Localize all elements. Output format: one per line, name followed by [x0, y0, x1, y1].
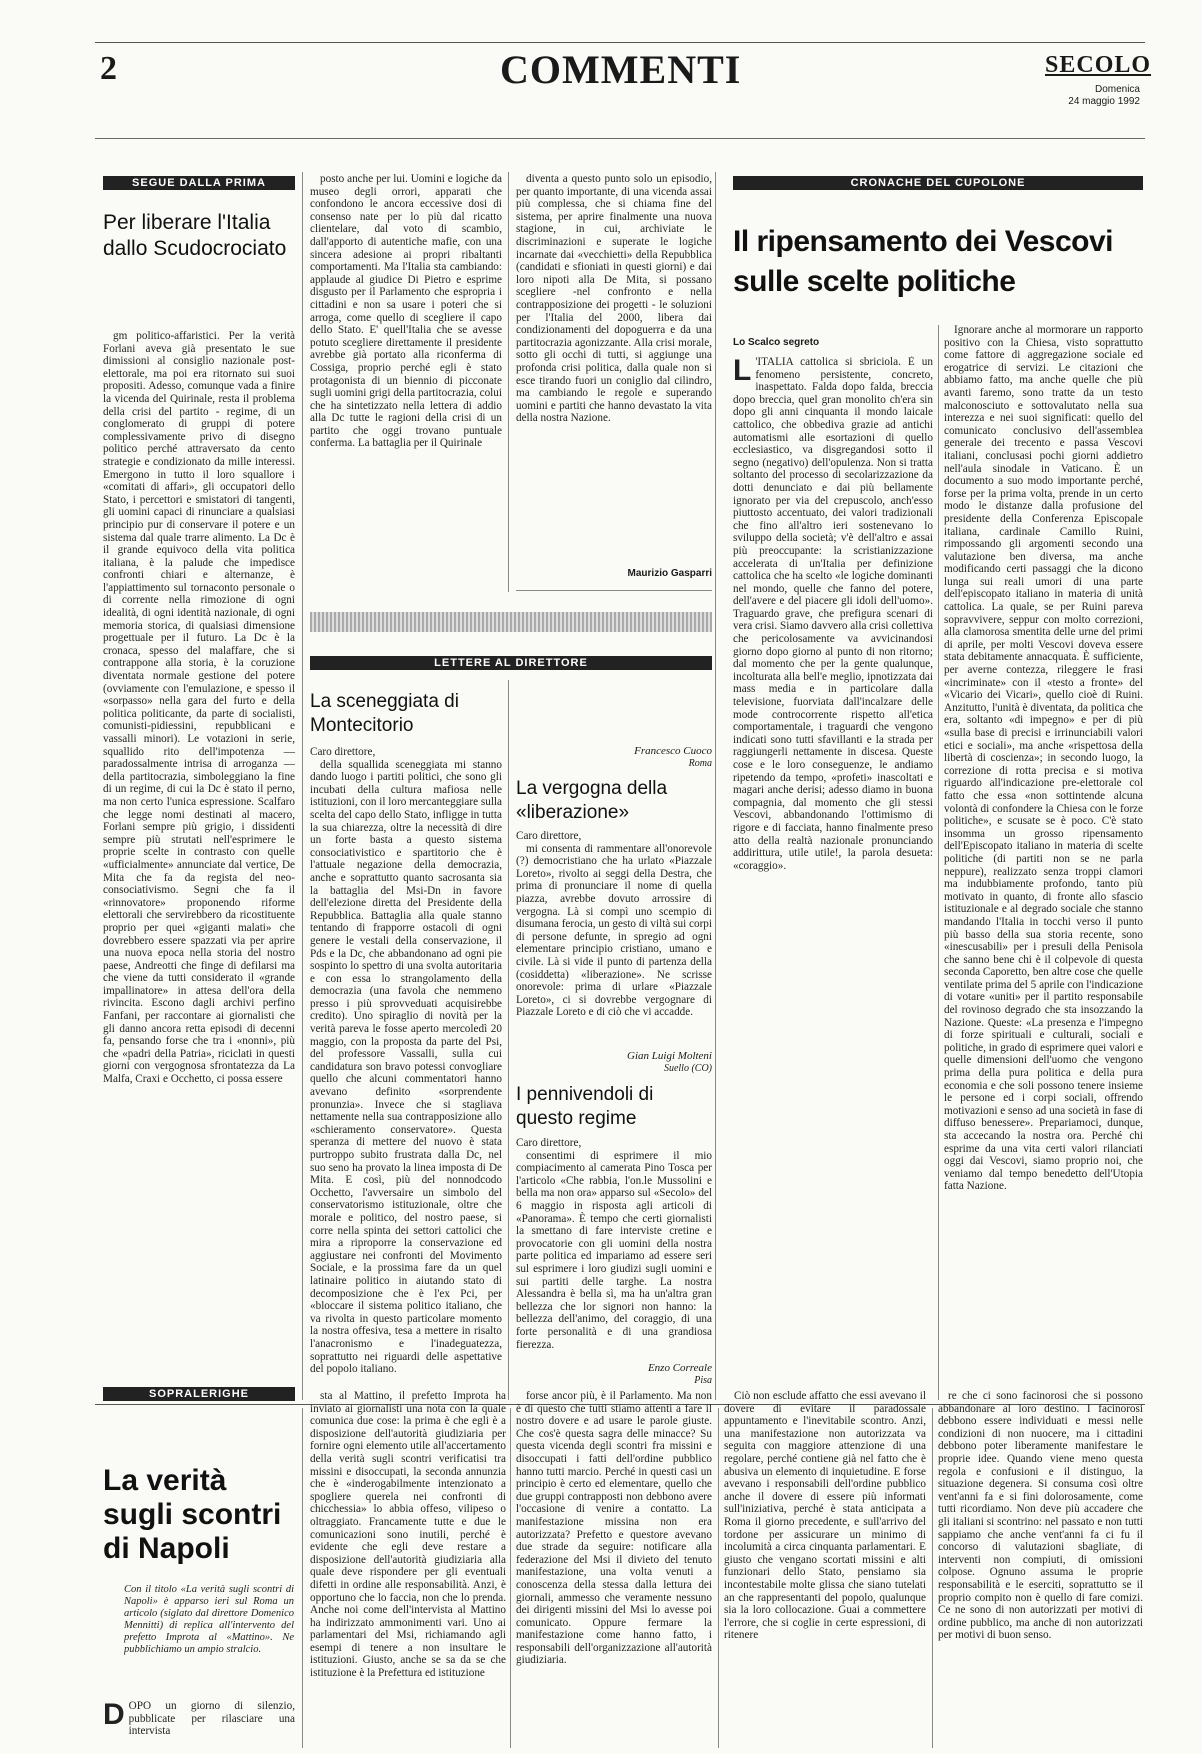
article3-col0: [103, 1700, 295, 1748]
article2-kicker: CRONACHE DEL CUPOLONE: [733, 176, 1143, 190]
article3-standfirst-text: Con il titolo «La verità sugli scontri di Napoli» è apparso ieri sul Roma un articolo (siglato dal direttore Domenico Mennitti) di replica all'intervento del prefetto Improta al «Mattino». Ne pubblichiamo un ampio stralcio.: [124, 1584, 294, 1655]
column-rule: [715, 172, 716, 1400]
masthead-rule: [95, 42, 1145, 43]
article1-title: Per liberare l'Italia dallo Scudocrociato: [103, 211, 287, 260]
article2-col2: [944, 324, 1143, 1399]
letter3-signer: Enzo Correale: [647, 1362, 712, 1374]
header-rule: [95, 138, 1145, 139]
letter3-title: I pennivendoli di questo regime: [516, 1084, 654, 1129]
article2-dropcap: L: [733, 356, 752, 387]
letter2-city: Suello (CO): [663, 1063, 712, 1074]
article3-col3-text: Ciò non esclude affatto che essi avevano il dovere di evitare il paradossale appuntamento e l'inevitabile scontro. Anzi, una manifestazione non autorizzata va seguita con maggiore attenzione di una regolare, perché contiene già nel fatto che è abusiva un elemento di inquietudine. E forse avevano i responsabili dell'ordine pubblico anche il dovere di essere più informati sull'iniziativa, perché è stata anticipata a Roma il giorno precedente, e sull'arrivo del tordone per assicurare un minimo di incolumità a circa cinquanta parlamentari. E giusto che vengano scortati missini e alti funzionari dello Stato, pensiamo sia incontestabile molte glissa che siano tutelati an che rappresentanti del popolo, qualunque sia la loro collocazione. Guai a commettere l'errore, che si coglie in certe espressioni, di ritenere: [724, 1390, 926, 1642]
article3-dropcap: D: [103, 1700, 125, 1731]
letter3-city: Pisa: [694, 1375, 712, 1386]
letter1-body: [310, 746, 502, 1400]
column-rule: [932, 1408, 933, 1748]
article1-col3: [516, 173, 712, 558]
article1-author: Maurizio Gasparri: [627, 568, 712, 579]
article2-col2-text: Ignorare anche al mormorare un rapporto positivo con la Chiesa, visto soprattutto come fattore di aggregazione sociale ed erogatrice di servizi. Le citazioni che abbiamo fatto, ma anche quelle che più avanti faremo, sono tratte da un testo malconosciuto e sottovalutato nella sua interezza e nei suoi significati: quello del comunicato conclusivo dell'assemblea generale dei trecento e passa Vescovi italiani, conclusasi pochi giorni addietro nell'aula sinodale in Vaticano. È un documento a suo modo importante perché, forse per la prima volta, prende in un certo modo le distanze dalla profusione del presidente della Conferenza Episcopale italiana, cardinale Camillo Ruini, rimpossando gli argomenti secondo una valutazione ben diversa, ma anche modificando certi passaggi che la dicono lunga sui reali umori di una parte dell'episcopato italiano in materia di unità cattolica. La quale, se per Ruini pareva sopravvivere, seppur con molto correzioni, alla clamorosa smentita delle urne del primi di aprile, per molti Vescovi doveva essere stata debitamente annacquata. È sufficiente, per averne contezza, rileggere le frasi «incriminate» con il «testo a fronte» del «Vicario dei Vicari», quello cioè di Ruini. Anzitutto, l'unità è diventata, da politica che era, soltanto «di impegno» e per di più «sulla base di precisi e irrinunciabili valori etici e sociali», ma anche «rispettosa della libertà di coscienza»; in secondo luogo, la correzione di rotta precisa e si motiva riguardo all'indicazione pre-elettorale col fatto che essa «non sottintende alcuna volontà di confondere la Chiesa con le forze politiche», e scusate se è poco. C'è stato insomma un grosso ripensamento dell'Episcopato italiano in materia di scelte politiche (di partiti non se ne parla neppure), realizzato senza troppi clamori ma indubbiamente profondo, tanto più motivato in quanto, di fronte allo sfascio istituzionale e al degrado sociale che stanno mandando l'Italia in tocchi verso il punto più basso della sua storia recente, sono «inescusabili» per i presuli della Penisola che sanno bene chi è il colpevole di questa seconda Caporetto, ben altre cose che quelle ventilate prima del 5 aprile con l'indicazione di votare «uniti» per il partito responsabile del rovinoso degrado che sta insozzando la Nazione. Queste: «La presenza e l'impegno di forze spirituali e culturali, sociali e politiche, in grado di esprimere quei valori e quelle dimensioni dell'uomo che vengono prima della pura politica e della pura economia e che soli possono tenere insieme le persone ed i corpi sociali, offrendo motivazioni e senso ad una società in fase di diffuso benessere». Prepariamoci, dunque, sta accecando la nostra ora. Perché chi esprime da una vita certi valori rilanciati oggi dai Vescovi, siamo proprio noi, che veniamo dal tempo benedetto dell'Utopia fatta Nazione.: [944, 324, 1143, 1193]
divider: [516, 590, 712, 591]
article2-col1: [733, 356, 933, 1396]
dateline: [1040, 84, 1140, 108]
article3-kicker: SOPRALERIGHE: [103, 1387, 295, 1401]
column-rule: [302, 1408, 303, 1748]
dateline-date: 24 maggio 1992: [1068, 96, 1140, 107]
letter1-text: della squallida sceneggiata mi stanno dando luogo i partiti politici, che sono gli incubati della cultura mafiosa nelle istituzioni, con il loro mercanteggiare sulla scelta del capo dello Stato, infligge in tutta la sua chiarezza, oltre la necessità di dire un forte basta a questo sistema consociativistico e spartitorio che è l'attuale negazione della democrazia, anche e soprattutto quanto sacrosanta sia la battaglia del Msi-Dn in favore dell'elezione diretta del Presidente della Repubblica. Battaglia alla quale stanno tentando di frapporre ostacoli di ogni genere le vestali della conservazione, il Pds e la Dc, che abbandonano ad ogni pie sospinto lo spettro di una svolta autoritaria e con essa lo strangolamento della democrazia (una favola che nemmeno presso i più sprovveduati acquisirebbe credito). Uno spiraglio di novità per la verità pareva le fosse aperto mercoledì 20 maggio, con la proposta da parte del Psi, del professore Vassalli, sulla cui candidatura son bravo potessi convogliare quello che alcuni commentatori hanno avevano definito «sorprendente pronunzia». Invece che si stagliava nettamente nella sua contrapposizione allo «schieramento conservatore». Questa speranza di mettere del nuovo è stata purtroppo subito frustrata dalla Dc, nel suo seno ha provato la linea imposta di De Mita. E così, più del nonnodcodo Occhetto, l'avversaire un simbolo del conservatorismo istituzionale, oltre che morale e politico, del nostro paese, si corre nella spinta dei settori cattolici che mira a riproporre la conservazione ed aggiustare nei confronti del Movimento Sociale, e la prossima fare da un quel latinaire politico in aiutando stato di decomposizione che è l'ex Pci, per «bloccare il sistema politico italiano, che va rivolta in questo particolare momento la nostra offesiva, tesa a mettere in risalto l'anacronismo e l'inadeguatezza, soprattutto nei riguardi delle aspettative del popolo italiano.: [310, 758, 502, 1376]
article3-title: La verità sugli scontri di Napoli: [103, 1464, 282, 1565]
column-rule: [508, 680, 509, 1400]
article1-col2-text: posto anche per lui. Uomini e logiche da museo degli orrori, apparati che confondono le ancora eccessive dosi di consenso nate per lo più dal ricatto clientelare, dal voto di scambio, dall'apporto di autentiche mafie, con una sincera adesione ai propri ribaltanti comportamenti. Ma l'Italia sta cambiando: applaude al giudice Di Pietro e esprime disgusto per il Parlamento che espropria i cittadini e non sa usare i poteri che si arroga, come quello di scegliere il capo dello Stato. E' quell'Italia che se avesse potuto scegliere direttamente il presidente avrebbe già portato alla riconferma di Cossiga, proprio perché egli è stato protagonista di un biennio di picconate sugli uomini grigi della partitocrazia, colui che ha sintetizzato nella lettera di addio alla Dc tutte le ragioni della crisi di un partito che oggi trovano puntuale conferma. La battaglia per il Quirinale: [310, 173, 502, 450]
column-rule: [510, 1408, 511, 1748]
column-rule: [718, 1408, 719, 1748]
article2-col1-text: 'ITALIA cattolica si sbriciola. È un fenomeno persistente, concreto, inaspettato. Falda dopo falda, breccia dopo breccia, quel gran monolito ch'era sin dopo gli anni cinquanta il mondo laicale cattolico, che obbediva grazie ad antichi automatismi alle esortazioni di quello ecclesiastico, va disgregandosi sotto il segno (negativo) dell'opulenza. Non si tratta soltanto del processo di secolarizzazione da dotti denunciato e dai più bellamente ignorato per via del crepuscolo, anch'esso piuttosto accentuato, dei valori tradizionali che fino all'altro ieri sostenevano lo sviluppo della società; v'è dell'altro e assai più preoccupante: la scristianizzazione accelerata di un'Italia per definizione cattolica che ha scelto «le logiche dominanti nel mondo, quelle che fanno del potere, dell'avere e del piacere gli idoli dell'uomo». Traguardo grave, che prefigura scenari di vera crisi. Siamo davvero alla crisi collettiva che pericolosamente va avvicinandosi giorno dopo giorno al punto di non ritorno; dal momento che per la gente qualunque, incolturata alla bell'e meglio, ipnotizzata dai mass media e in particolare dalla televisione, fuorviata dall'incalzare delle mode controcorrente rispetto all'etica comportamentale, i traguardi che vengono indicati sono tutti sfavillanti e la strada per raggiungerli nettamente in discesa. Queste cose e le loro conseguenze, le andiamo ripetendo da tempo, «profeti» inascoltati e magari anche derisi; adesso diamo in buona compagnia, dal momento che gli stessi Vescovi, abbandonando l'ottimismo di rigore e di facciata, hanno finalmente preso atto della realtà nazionale pronunciando addirittura, utile utile!, la parola desueta: «coraggio».: [733, 356, 933, 872]
article1-col1-text: gm politico-affaristici. Per la verità Forlani aveva già presentato le sue dimissioni al consiglio nazionale post-elettorale, ma poi era ritornato sui suoi propositi. Adesso, comunque vada a finire la vicenda del Quirinale, resta il problema della crisi del partito - regime, di un conglomerato di gruppi di potere complessivamente privo di disegno politico perché attraversato da cento strategie e condizionato da mille interessi. Emergono in tutto il loro squallore i «comitati di affari», gli occupatori dello Stato, i percettori e smistatori di tangenti, gli uomini capaci di rinunciare a qualsiasi principio pur di conservare il potere e un sistema dal quale trarre alimento. La Dc è il grande equivoco della vita politica italiana, è la palude che impedisce confronti chiari e alternanze, è l'appiattimento sul tornaconto personale o di corrente nella rimozione di ogni idealità, di ogni identità nazionale, di ogni memoria storica, di qualsiasi dimensione progettuale per il futuro. La Dc è la cronaca, spesso del malaffare, che si contrappone alla storia, è la coruzione diventata normale gestione del potere (ovviamente con l'emulazione, e spesso il «sorpasso» nella gara del furto e della politica politicante, da parte di socialisti, comunisti-pidiessini, repubblicani e vassalli minori). Le votazioni in serie, squallido rito dell'impotenza — paradossalmente intrisa di arroganza — della partitocrazia, simboleggiano la fine di un regime, di cui la Dc è stato il perno, ma non certo l'unica espressione. Scalfaro che legge nomi destinati al macero, Forlani sempre più grigio, i dissidenti sempre più strutati nell'esprimere le proprie scelte in contrasto con quelle «ufficialmente» annunciate dal vertice, De Mita che fa da regista del neo-consociativismo. Segni che fa il «rinnovatore» proponendo riforme elettorali che servirebbero da ricostituente proprio per quei «giganti malati» che dovrebbero essere spazzati via per aprire una nuova epoca nella storia del nostro paese, Andreotti che finge di defilarsi ma che viene da tutti considerato il «grande impallinatore» in attesa dell'ora della rivincita. Escono dagli archivi perfino Fanfani, per raccontare ai giornalisti che gli danno ancora retta episodi di decenni fa, pensando forse che tra i «nonni», più che «padri della Patria», riciclati in questi giorni con vergognosa sfrontatezza da La Malfa, Craxi e Occhetto, ci possa essere: [103, 330, 295, 1086]
column-rule: [938, 325, 939, 1400]
dateline-day: Domenica: [1094, 84, 1140, 95]
article1-kicker: SEGUE DALLA PRIMA: [103, 176, 295, 190]
letter3-body: [516, 1137, 712, 1352]
letter2-signer: Gian Luigi Molteni: [627, 1050, 712, 1062]
letter1-title: La sceneggiata di Montecitorio: [310, 691, 459, 736]
article3-col4: [938, 1390, 1143, 1748]
article3-col3: [724, 1390, 926, 1748]
article3-col2: [516, 1390, 712, 1748]
letter1-salutation: Caro direttore,: [310, 746, 376, 758]
column-rule: [302, 172, 303, 1400]
article3-col1: [310, 1390, 506, 1748]
letter3-salutation: Caro direttore,: [516, 1137, 582, 1149]
article3-standfirst: [124, 1584, 294, 1690]
newspaper-logo: SECOLO: [1045, 52, 1152, 78]
letter2-salutation: Caro direttore,: [516, 830, 582, 842]
letter1-signer: Francesco Cuoco: [634, 745, 712, 757]
column-rule: [508, 172, 509, 592]
letter2-title: La vergogna della «liberazione»: [516, 778, 668, 823]
article2-byline: Lo Scalco segreto: [733, 337, 820, 348]
letter1-city: Roma: [688, 758, 712, 769]
article3-col4-text: re che ci sono facinorosi che si possono abbandonare al loro destino. I facinorosi debbono essere individuati e messi nelle condizioni di non nuocere, ma i cittadini debbono poter liberamente manifestare le proprie idee. Quando viene meno questa regola e confusioni e il distinguo, la situazione degenera. Si consuma così oltre vent'anni fa e si fini dolorosamente, come tutti ricordiamo. Non deve più accadere che gli italiani si scontrino: nel passato e non tutti sappiamo che anche vent'anni fa ci fu il concorso di valutazioni sbagliate, di interventi non compiuti, di omissioni colpose. Ognuno assuma le proprie responsabilità e le eserciti, soprattutto se il proprio compito non è quello di fare comizi. Ce ne sono di non autorizzati per motivi di ordine pubblico, ma anche di non autorizzati per motivi di buon senso.: [938, 1390, 1143, 1642]
letter2-body: [516, 830, 712, 1040]
article2-title: Il ripensamento dei Vescovi sulle scelte politiche: [733, 225, 1113, 298]
letters-kicker: LETTERE AL DIRETTORE: [310, 656, 712, 670]
decorative-band: [310, 612, 712, 632]
section-title: COMMENTI: [500, 47, 742, 92]
article3-col1-text: sta al Mattino, il prefetto Improta ha inviato ai giornalisti una nota con la quale comunica due cose: la prima è che egli è a disposizione dell'autorità giudiziaria per fornire ogni elemento utile all'accertamento della verità sugli scontri verificatisi tra missini e disoccupati, la seconda annunzia che è «inderogabilmente intenzionato a spogliere querela nei confronti di chicchessia» lo abbia offeso, vilipeso o oltraggiato. Francamente tutte e due le comunicazioni sono inutili, perché è evidente che egli deve restare a disposizione dell'autorità giudiziaria alla quale deve rispondere per gli eventuali difetti in ordine alle responsabilità. Anzi, è opportuno che lo faccia, non che lo prenda. Anche noi come dell'intervista al Mattino ha indirizzato ammonimenti vari. Uno ai parlamentari del Msi, richiamando agli esempi di tenere a non insultare le istituzioni. Giusto, anche se sa da se che istituzione è la Prefettura ed istituzione: [310, 1390, 506, 1680]
page-number: 2: [100, 50, 117, 87]
article1-col2: [310, 173, 502, 595]
article3-col2-text: forse ancor più, è il Parlamento. Ma non è di questo che tutti stiamo attenti a fare il nostro dovere e ad usare le parole giuste. Che cos'è questa sagra delle minacce? Su questa vicenda degli scontri fra missini e disoccupati i fatti dell'ordine pubblico hanno tutti marcio. Perché in questi casi un principio è certo ed elementare, quello che due gruppi contrapposti non debbono avere l'occasione di venire a contatto. La manifestazione missina non era autorizzata? Prefetto e questore avevano due strade da seguire: notificare alla federazione del Msi il divieto del tenuto manifestazione, una volta venuti a conoscenza della stessa dalla lettura dei giornali, ammesso che veramente nessuno dei dirigenti missini del Msi lo avesse poi comunicato. Oppure fermare la manifestazione come hanno fatto, i responsabili dell'organizzazione all'autorità giudiziaria.: [516, 1390, 712, 1667]
article3-col0-text: OPO un giorno di silenzio, pubblicate per rilasciare una intervista: [128, 1700, 295, 1738]
article1-col3-text: diventa a questo punto solo un episodio, per quanto importante, di una vicenda assai più complessa, che si chiama fine del sistema, per aprire finalmente una nuova stagione, in cui, archiviate le discriminazioni e superate le logiche incarnate dai «vecchietti» della Repubblica (candidati e sfioniati in questi giorni) e dai loro nipoti alla De Mita, si possano scegliere -nel confronto e nella contrapposizione dei progetti - le soluzioni per l'Italia del 2000, libera dai condizionamenti del dopoguerra e da una partitocrazia agonizzante. Alla crisi morale, sotto gli occhi di tutti, si aggiunge una profonda crisi politica, dalla quale non si esce tirando fuori un coniglio dal cilindro, ma cambiando le regole e superando uomini e partiti che hanno devastato la vita della nostra Nazione.: [516, 173, 712, 425]
letter2-text: mi consenta di rammentare all'onorevole (?) democristiano che ha urlato «Piazzale Loreto», rivolto ai seggi della Destra, che prima di pronunciare il nome di quella piazza, avrebbe dovuto arrossire di vergogna. Là si compì uno scempio di disumana ferocia, un gesto di viltà sui corpi di persone defunte, in spregio ad ogni elementare principio cristiano, umano e civile. Là si vide il punto di partenza della (cosiddetta) «liberazione». Ne scrisse onorevole: prima di urlare «Piazzale Loreto», ci si dovrebbe vergognare di Piazzale Loreto e di ciò che vi accadde.: [516, 842, 712, 1019]
article1-col1: [103, 330, 295, 1400]
letter3-text: consentimi di esprimere il mio compiacimento al camerata Pino Tosca per l'articolo «Che rabbia, l'on.le Mussolini e bella ma non ora» apparso sul «Secolo» del 6 maggio in risposta agli articoli di «Panorama». È tempo che certi giornalisti la smettano di fare interviste cretine e provocatorie con gli uomini della nostra parte politica ed impariamo ad essere seri sul esprimere i loro giudizi sugli uomini e sui partiti delle targhe. La nostra Alessandra è bella sì, ma ha un'altra gran bellezza che lor signori non hanno: la bellezza dell'animo, del coraggio, di una forte personalità e di una grandiosa fierezza.: [516, 1149, 712, 1351]
